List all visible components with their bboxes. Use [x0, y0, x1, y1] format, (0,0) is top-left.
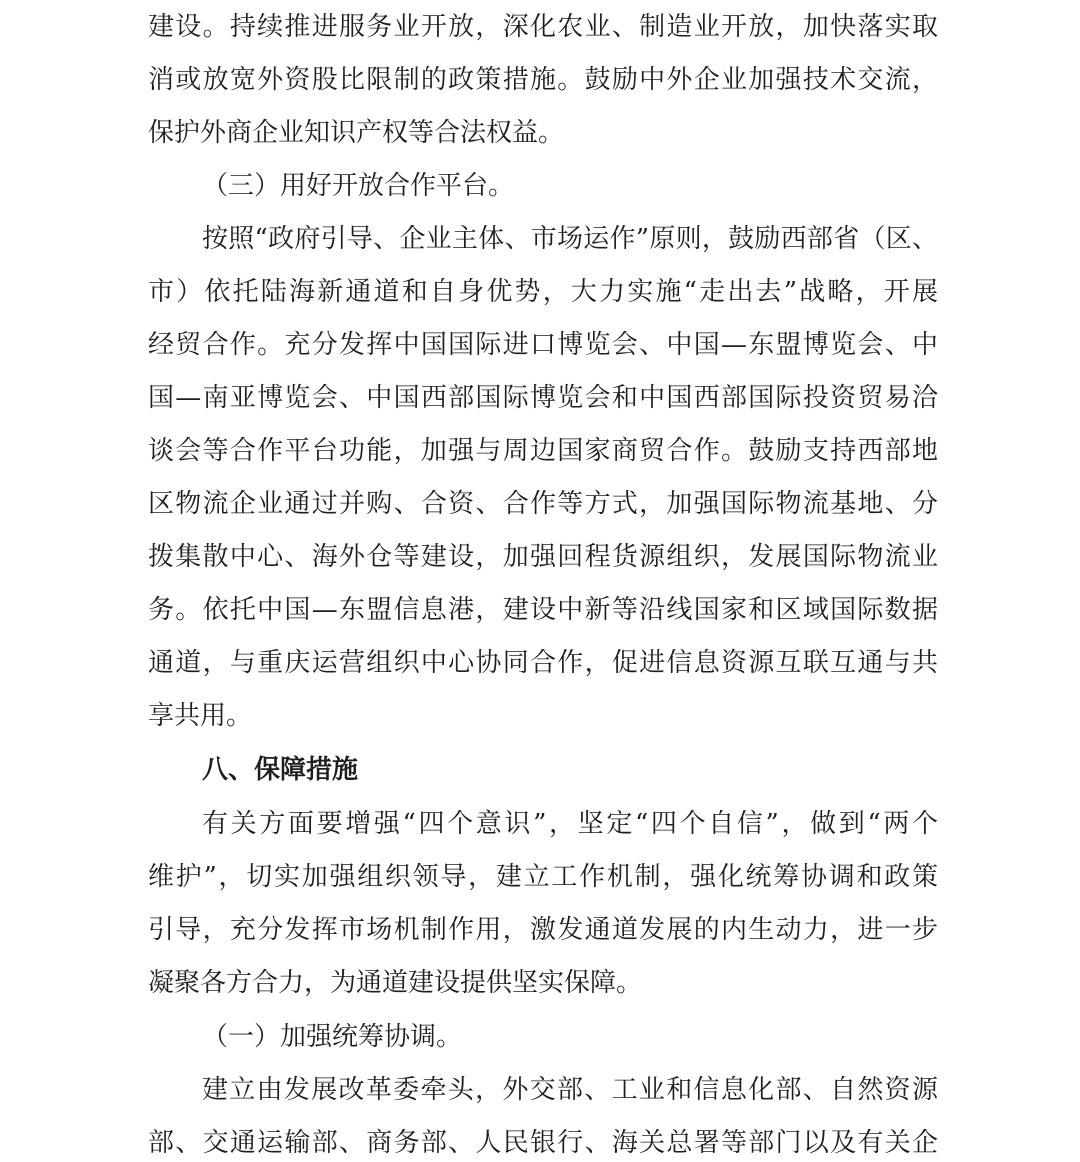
- paragraph-line: 保护外商企业知识产权等合法权益。: [148, 118, 565, 148]
- paragraph-line: 引导，充分发挥市场机制作用，激发通道发展的内生动力，进一步: [148, 915, 938, 945]
- paragraph-line: 按照“政府引导、企业主体、市场运作”原则，鼓励西部省（区、: [202, 224, 938, 254]
- section-subheading: （一）加强统筹协调。: [202, 1022, 463, 1052]
- paragraph-line: 区物流企业通过并购、合资、合作等方式，加强国际物流基地、分: [148, 489, 938, 519]
- paragraph-line: 通道，与重庆运营组织中心协同合作，促进信息资源互联互通与共: [148, 648, 938, 678]
- paragraph-line: 消或放宽外资股比限制的政策措施。鼓励中外企业加强技术交流，: [148, 65, 938, 95]
- paragraph-line: 建立由发展改革委牵头，外交部、工业和信息化部、自然资源: [202, 1075, 938, 1105]
- paragraph-line: 部、交通运输部、商务部、人民银行、海关总署等部门以及有关企: [148, 1128, 938, 1158]
- paragraph-line: 拨集散中心、海外仓等建设，加强回程货源组织，发展国际物流业: [148, 542, 938, 572]
- paragraph-line: 谈会等合作平台功能，加强与周边国家商贸合作。鼓励支持西部地: [148, 436, 938, 466]
- section-subheading: （三）用好开放合作平台。: [202, 171, 515, 201]
- paragraph-line: 经贸合作。充分发挥中国国际进口博览会、中国—东盟博览会、中: [148, 330, 938, 360]
- paragraph-line: 享共用。: [148, 701, 253, 731]
- paragraph-line: 凝聚各方合力，为通道建设提供坚实保障。: [148, 968, 643, 998]
- paragraph-line: 务。依托中国—东盟信息港，建设中新等沿线国家和区域国际数据: [148, 595, 938, 625]
- paragraph-line: 建设。持续推进服务业开放，深化农业、制造业开放，加快落实取: [148, 12, 938, 42]
- paragraph-line: 维护”，切实加强组织领导，建立工作机制，强化统筹协调和政策: [148, 862, 938, 892]
- paragraph-line: 国—南亚博览会、中国西部国际博览会和中国西部国际投资贸易洽: [148, 383, 938, 413]
- paragraph-line: 市）依托陆海新通道和自身优势，大力实施“走出去”战略，开展: [148, 277, 938, 307]
- paragraph-line: 有关方面要增强“四个意识”，坚定“四个自信”，做到“两个: [202, 809, 938, 839]
- section-heading: 八、保障措施: [202, 755, 359, 785]
